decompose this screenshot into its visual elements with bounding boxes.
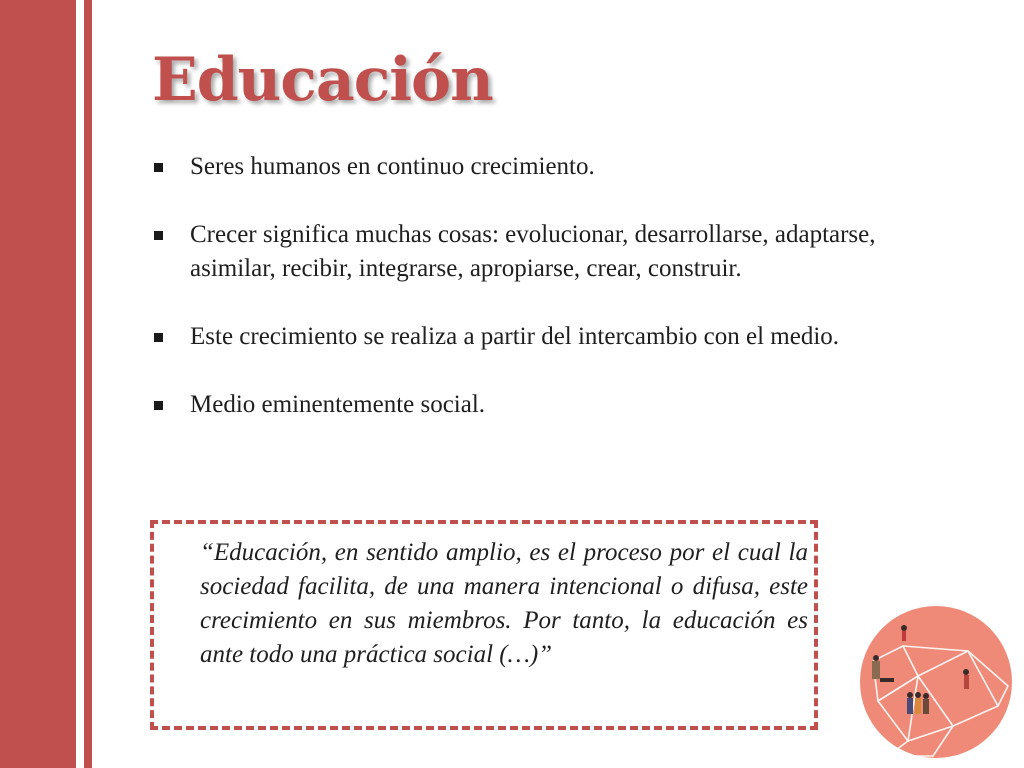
slide-title: Educación [152,45,493,115]
social-network-illustration [858,606,1018,761]
bullet-text: Seres humanos en continuo crecimiento. [190,153,595,180]
square-bullet-icon [154,231,163,240]
bullet-text: Este crecimiento se realiza a partir del intercambio con el medio. [190,323,840,350]
bullet-item [152,388,892,422]
bullet-item [152,218,892,286]
square-bullet-icon [154,401,163,410]
bullet-text: Medio eminentemente social. [190,391,486,418]
square-bullet-icon [154,163,163,172]
bullet-text: Crecer significa muchas cosas: evolucionar, desarrollarse, adaptarse, asimilar, recibir, integrarse, apropiarse, crear, construir. [190,221,876,282]
decorative-sidebar-line [84,0,92,768]
bullet-item [152,150,892,184]
square-bullet-icon [154,333,163,342]
bullet-item [152,320,892,354]
bullet-list [152,150,892,456]
quote-text: “Educación, en sentido amplio, es el proceso por el cual la sociedad facilita, de una manera intencional o difusa, este crecimiento en sus miembros. Por tanto, la educación es ante todo una práctica social (…)” [200,539,808,668]
decorative-sidebar-bar [0,0,76,768]
